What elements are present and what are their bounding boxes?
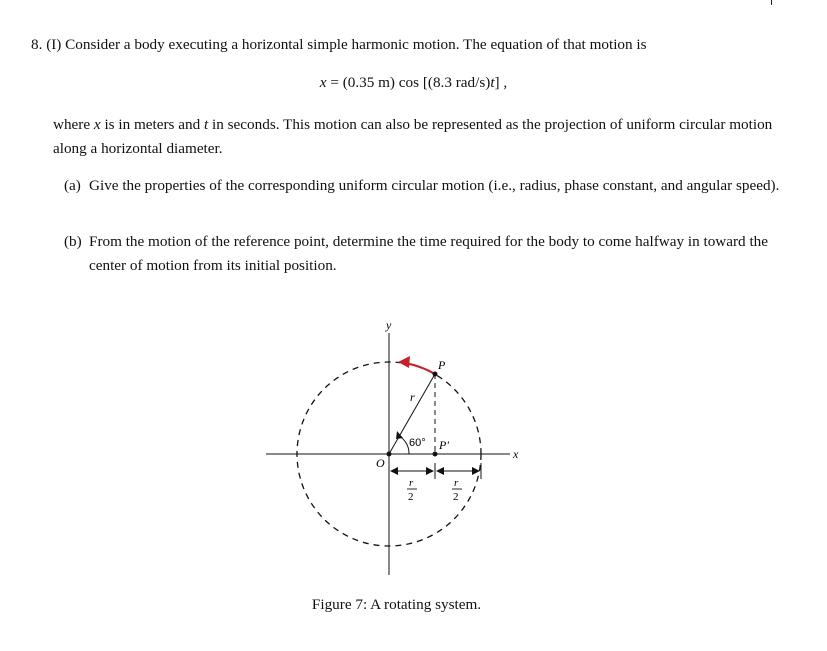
point-p-prime-label: P': [439, 438, 449, 452]
point-p-prime-dot: [433, 452, 438, 457]
equation-x: x: [319, 74, 327, 91]
half-r-left-numerator: r: [409, 477, 414, 489]
radius-label: r: [410, 390, 415, 404]
x-axis-label: x: [513, 447, 519, 461]
part-b-text: From the motion of the reference point, determine the time required for the body to come halfway in toward the center of motion from its initial position.: [89, 233, 768, 274]
problem-statement: [31, 33, 791, 57]
half-r-left-denominator: 2: [408, 491, 414, 503]
para-start: where: [53, 116, 94, 133]
part-b-label: (b): [64, 233, 82, 250]
problem-level: (I): [46, 36, 62, 53]
rotation-arrow: [405, 363, 435, 374]
point-p-dot: [433, 372, 438, 377]
half-r-right-numerator: r: [454, 477, 459, 489]
point-p-label: P: [438, 358, 446, 372]
explanation-paragraph: [53, 113, 788, 161]
para-end: in seconds. This motion can also be represented as the projection of uniform circular motion along a horizontal diameter.: [53, 116, 773, 157]
para-var-t: t: [204, 116, 209, 133]
part-a-label: (a): [64, 177, 81, 194]
problem-intro: Consider a body executing a horizontal simple harmonic motion. The equation of that motion is: [65, 36, 647, 53]
angle-label: 60°: [409, 437, 426, 449]
half-r-right-denominator: 2: [453, 491, 459, 503]
page-edge-mark: [771, 0, 772, 5]
angle-arc: [399, 436, 409, 454]
equation-t: t: [490, 74, 495, 91]
equation-rhs: = (0.35 m) cos [(8.3 rad/s): [326, 74, 491, 91]
figure-caption: Figure 7: A rotating system.: [311, 596, 482, 613]
motion-equation: [0, 74, 827, 92]
origin-dot: [387, 452, 392, 457]
problem-number: 8.: [31, 36, 43, 53]
origin-label: O: [376, 456, 385, 470]
rotation-arrowhead: [398, 356, 410, 368]
equation-end: ] ,: [494, 74, 508, 91]
rotating-system-figure: [240, 305, 540, 595]
para-mid: is in meters and: [100, 116, 204, 133]
part-a-text: Give the properties of the corresponding uniform circular motion (i.e., radius, phase constant, and angular speed).: [89, 177, 780, 194]
figure-svg: [240, 305, 540, 595]
para-var-x: x: [93, 116, 101, 133]
y-axis-label: y: [386, 318, 392, 332]
